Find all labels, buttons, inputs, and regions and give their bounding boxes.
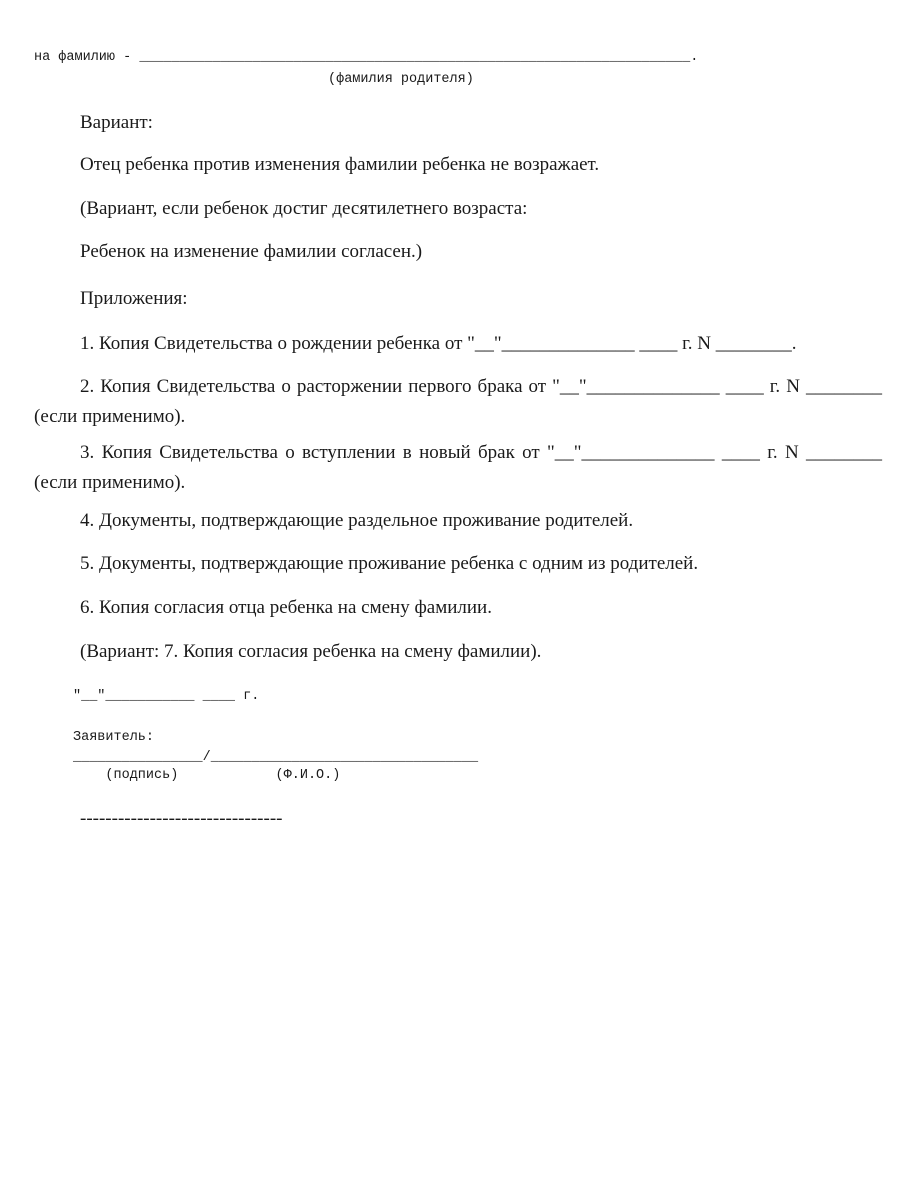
surname-line: на фамилию - ____________________________________________________________________.: [34, 50, 699, 65]
attachment-item: 6. Копия согласия отца ребенка на смену фамилии.: [80, 597, 492, 618]
child-variant: (Вариант, если ребенок достиг десятилетнего возраста:: [80, 198, 528, 219]
attachments-heading: Приложения:: [80, 288, 188, 309]
surname-caption: (фамилия родителя): [328, 72, 474, 87]
attachment-item: 5. Документы, подтверждающие проживание ребенка с одним из родителей.: [80, 553, 699, 574]
attachment-item: (Вариант: 7. Копия согласия ребенка на смену фамилии).: [80, 641, 542, 662]
signature-caption: (подпись) (Ф.И.О.): [73, 768, 341, 783]
attachment-item: 1. Копия Свидетельства о рождении ребенка от "__"______________ ____ г. N ________.: [80, 333, 797, 354]
child-consent: Ребенок на изменение фамилии согласен.): [80, 241, 423, 262]
signature-line: ________________/_________________________________: [73, 750, 479, 765]
date-line: "__"___________ ____ г.: [73, 689, 260, 704]
variant-heading: Вариант:: [80, 112, 153, 133]
applicant-label: Заявитель:: [73, 730, 155, 745]
attachment-item: 4. Документы, подтверждающие раздельное проживание родителей.: [80, 510, 634, 531]
attachment-item: 3. Копия Свидетельства о вступлении в новый брак от "__"______________ ____ г. N ________ (если применимо).: [34, 442, 882, 493]
father-consent: Отец ребенка против изменения фамилии ребенка не возражает.: [80, 154, 600, 175]
attachment-item: 2. Копия Свидетельства о расторжении первого брака от "__"______________ ____ г. N ________ (если применимо).: [34, 376, 882, 427]
footer-separator: --------------------------------: [80, 808, 283, 829]
